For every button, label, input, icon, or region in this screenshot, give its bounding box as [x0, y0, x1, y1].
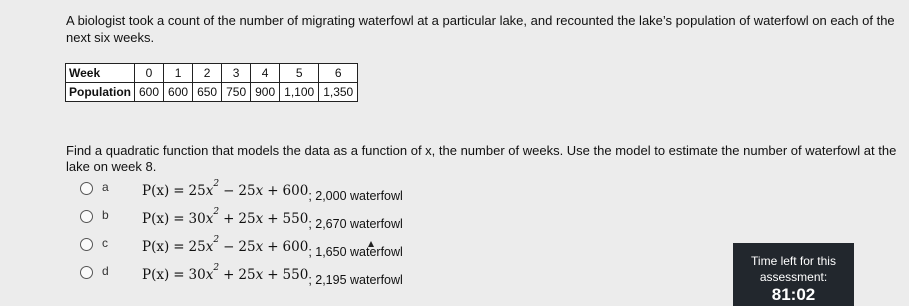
- choice-answer: ; 2,195 waterfowl: [308, 273, 403, 287]
- constant: 600: [282, 183, 309, 199]
- timer-label-line2: assessment:: [759, 270, 828, 284]
- timer-label-line1: Time left for this: [751, 254, 836, 268]
- sign-b: +: [223, 267, 235, 283]
- coef-b: 25: [238, 239, 256, 255]
- sign-c: +: [267, 211, 279, 227]
- population-cell: 900: [251, 83, 280, 102]
- sign-b: −: [223, 183, 235, 199]
- function-lhs: P(x): [142, 239, 170, 255]
- week-cell: 5: [280, 64, 319, 83]
- choice-d[interactable]: [80, 265, 520, 291]
- table-row-population: [66, 83, 358, 102]
- choice-answer: ; 2,000 waterfowl: [308, 189, 403, 203]
- choice-equation: $P(x) = 25x^2 - 25x + 600$; 2,000 waterfowl: [142, 179, 403, 203]
- timer-value: 81:02: [771, 285, 816, 304]
- radio-button[interactable]: [80, 238, 93, 251]
- week-cell: 1: [164, 64, 193, 83]
- coef-b: 25: [238, 183, 256, 199]
- sign-b: −: [223, 239, 235, 255]
- sign-c: +: [267, 183, 279, 199]
- choice-letter: c: [102, 236, 108, 250]
- coef-b: 25: [238, 267, 256, 283]
- sign-b: +: [223, 211, 235, 227]
- population-cell: 750: [222, 83, 251, 102]
- radio-button[interactable]: [80, 182, 93, 195]
- data-table: [65, 63, 358, 102]
- choice-answer: ; 1,650 waterfowl: [308, 245, 403, 259]
- choice-equation: $P(x) = 30x^2 + 25x + 550$; 2,670 waterfowl: [142, 207, 403, 231]
- coef-a: 25: [188, 239, 206, 255]
- week-cell: 0: [135, 64, 164, 83]
- table-row-week: [66, 64, 358, 83]
- question-prompt: Find a quadratic function that models the data as a function of x, the number of weeks. Use the model to estimate the number of waterfowl at the lake on week 8.: [66, 143, 897, 174]
- coef-a: 30: [188, 267, 206, 283]
- population-cell: 600: [164, 83, 193, 102]
- question-intro: A biologist took a count of the number of migrating waterfowl at a particular lake, and recounted the lake’s population of waterfowl on each of the next six weeks.: [66, 13, 895, 45]
- constant: 550: [282, 267, 309, 283]
- population-cell: 1,350: [319, 83, 358, 102]
- population-cell: 600: [135, 83, 164, 102]
- choice-b[interactable]: [80, 209, 520, 235]
- population-cell: 1,100: [280, 83, 319, 102]
- sign-c: +: [267, 239, 279, 255]
- mouse-cursor-icon: [368, 241, 374, 247]
- population-cell: 650: [193, 83, 222, 102]
- timer-panel: [733, 243, 854, 306]
- constant: 550: [282, 211, 309, 227]
- choice-letter: a: [102, 180, 109, 194]
- function-lhs: P(x): [142, 267, 170, 283]
- row-label-week: Week: [66, 64, 135, 83]
- week-cell: 6: [319, 64, 358, 83]
- coef-a: 30: [188, 211, 206, 227]
- constant: 600: [282, 239, 309, 255]
- choice-answer: ; 2,670 waterfowl: [308, 217, 403, 231]
- radio-button[interactable]: [80, 266, 93, 279]
- choice-letter: d: [102, 264, 109, 278]
- row-label-population: Population: [66, 83, 135, 102]
- function-lhs: P(x): [142, 211, 170, 227]
- choice-letter: b: [102, 208, 109, 222]
- week-cell: 4: [251, 64, 280, 83]
- choice-equation: $P(x) = 30x^2 + 25x + 550$; 2,195 waterfowl: [142, 263, 403, 287]
- sign-c: +: [267, 267, 279, 283]
- coef-b: 25: [238, 211, 256, 227]
- function-lhs: P(x): [142, 183, 170, 199]
- choice-a[interactable]: [80, 181, 520, 207]
- week-cell: 2: [193, 64, 222, 83]
- choice-c[interactable]: [80, 237, 520, 263]
- radio-button[interactable]: [80, 210, 93, 223]
- week-cell: 3: [222, 64, 251, 83]
- choice-equation: $P(x) = 25x^2 - 25x + 600$; 1,650 waterfowl: [142, 235, 403, 259]
- coef-a: 25: [188, 183, 206, 199]
